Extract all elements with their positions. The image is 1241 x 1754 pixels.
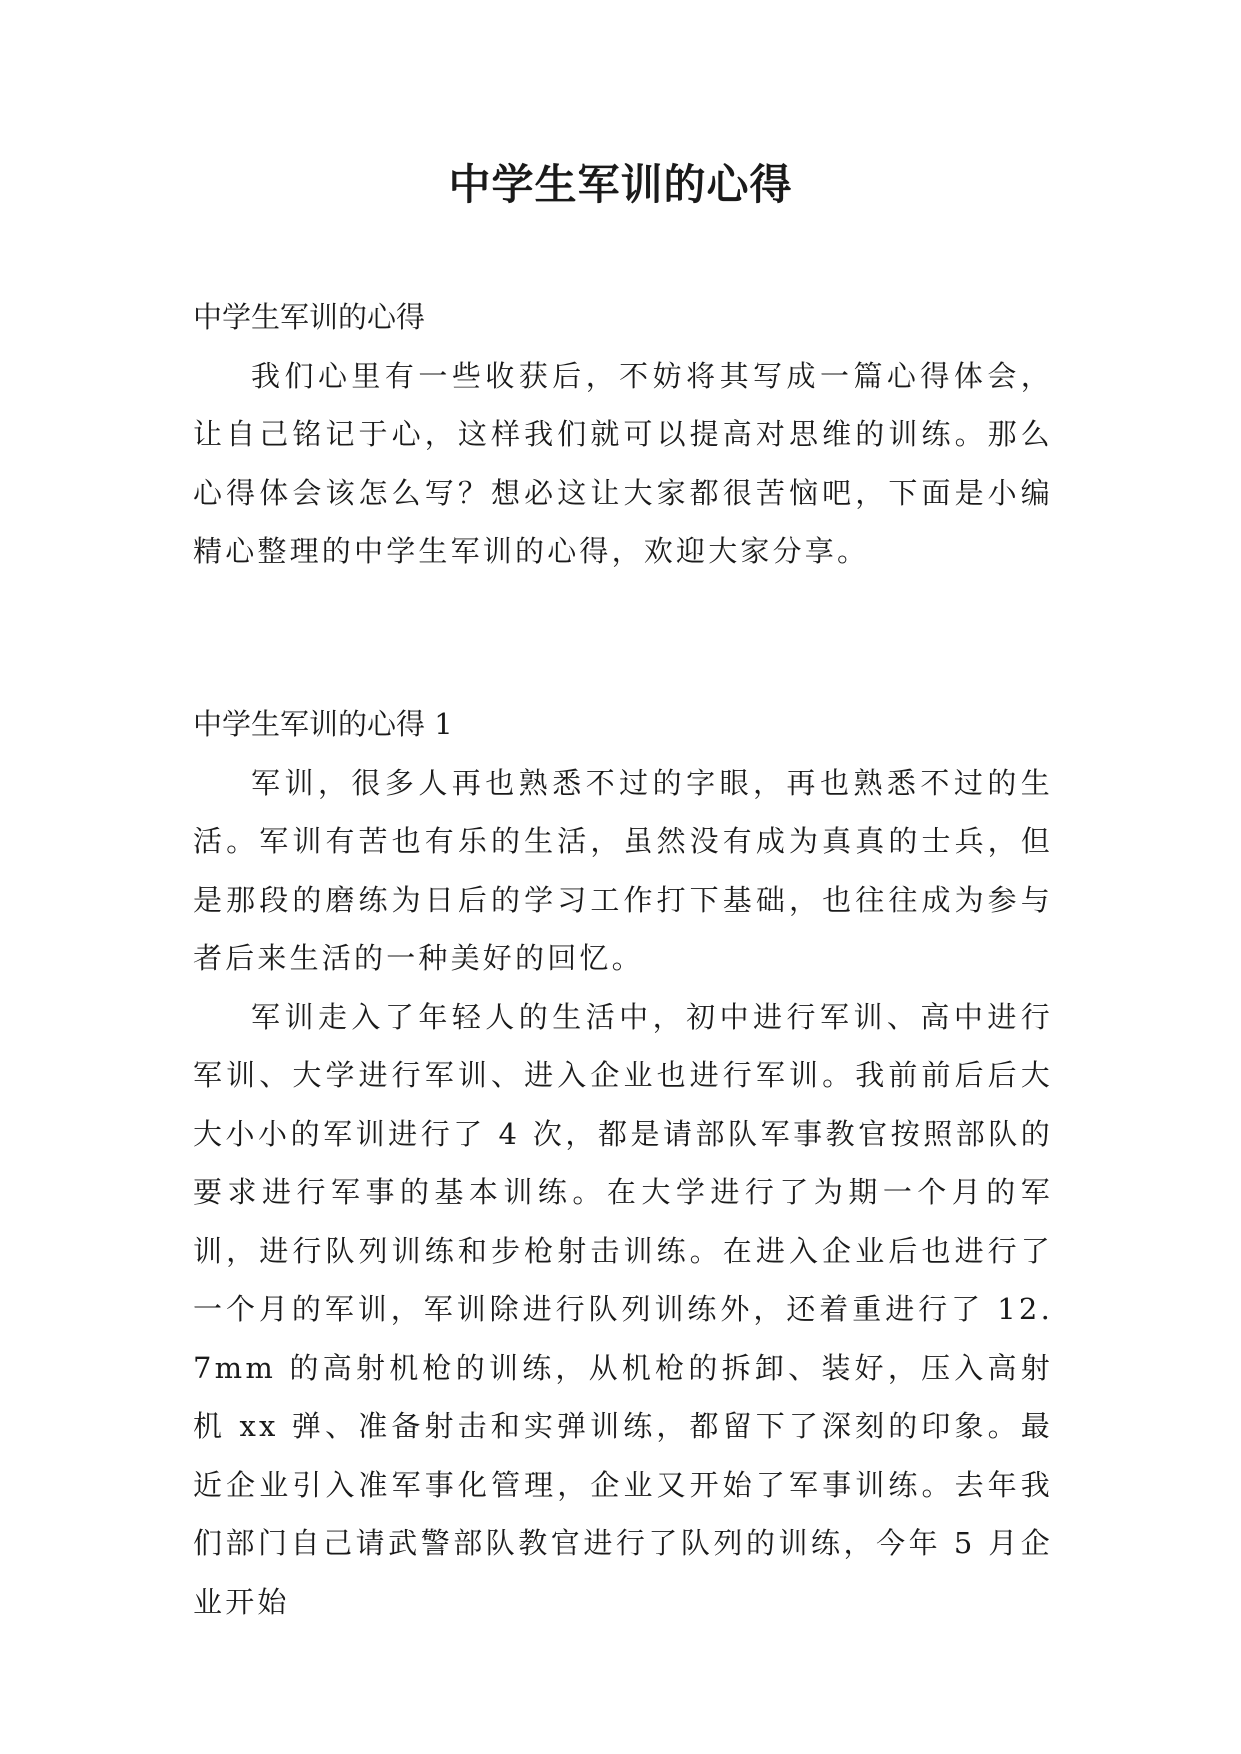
section-1-paragraph-2: 军训走入了年轻人的生活中，初中进行军训、高中进行军训、大学进行军训、进入企业也进行军训。我前前后后大大小小的军训进行了 4 次，都是请部队军事教官按照部队的要求进行军事的基本训练。在大学进行了为期一个月的军训，进行队列训练和步枪射击训练。在进入企业后也进行了一个月的军训，军训除进行队列训练外，还着重进行了 12.7mm 的高射机枪的训练，从机枪的拆卸、装好，压入高射机 xx 弹、准备射击和实弹训练，都留下了深刻的印象。最近企业引入准军事化管理，企业又开始了军事训练。去年我们部门自己请武警部队教官进行了队列的训练，今年 5 月企业开始 <box>193 999 1053 1619</box>
section-1-heading: 中学生军训的心得 1 <box>193 707 453 741</box>
document-title: 中学生军训的心得 <box>448 160 793 209</box>
intro-section <box>193 288 1053 581</box>
section-1-paragraph-1: 军训，很多人再也熟悉不过的字眼，再也熟悉不过的生活。军训有苦也有乐的生活，虽然没有成为真真的士兵，但是那段的磨练为日后的学习工作打下基础，也往往成为参与者后来生活的一种美好的回忆。 <box>193 765 1053 975</box>
section-1 <box>193 695 1053 1631</box>
intro-heading: 中学生军训的心得 <box>193 300 426 334</box>
intro-paragraph: 我们心里有一些收获后，不妨将其写成一篇心得体会，让自己铭记于心，这样我们就可以提高对思维的训练。那么心得体会该怎么写？想必这让大家都很苦恼吧，下面是小编精心整理的中学生军训的心得，欢迎大家分享。 <box>193 358 1053 568</box>
